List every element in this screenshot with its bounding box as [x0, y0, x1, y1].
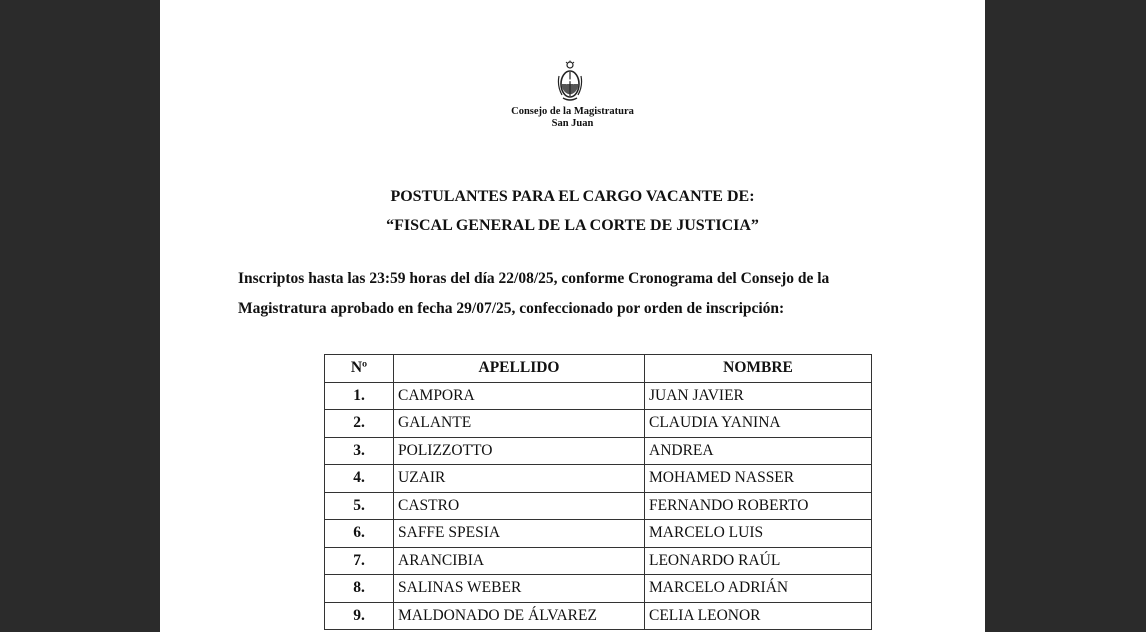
org-location: San Juan	[551, 118, 594, 129]
table-row	[325, 382, 872, 410]
org-name: Consejo de la Magistratura	[511, 106, 634, 117]
cell-number: 8.	[325, 575, 394, 603]
cell-surname: UZAIR	[394, 465, 645, 493]
cell-surname: CAMPORA	[394, 382, 645, 410]
table-row	[325, 465, 872, 493]
cell-name: CELIA LEONOR	[645, 602, 872, 630]
cell-name: MARCELO LUIS	[645, 520, 872, 548]
cell-number: 6.	[325, 520, 394, 548]
cell-name: MARCELO ADRIÁN	[645, 575, 872, 603]
cell-name: ANDREA	[645, 437, 872, 465]
column-header-name: NOMBRE	[645, 355, 872, 383]
intro-paragraph	[238, 264, 898, 324]
cell-name: CLAUDIA YANINA	[645, 410, 872, 438]
title-line-1: POSTULANTES PARA EL CARGO VACANTE DE:	[390, 188, 755, 205]
table-row	[325, 520, 872, 548]
table-row	[325, 492, 872, 520]
column-header-number: Nº	[325, 355, 394, 383]
document-title	[160, 182, 985, 240]
cell-surname: SALINAS WEBER	[394, 575, 645, 603]
table-header-row	[325, 355, 872, 383]
table-row	[325, 547, 872, 575]
cell-number: 9.	[325, 602, 394, 630]
cell-surname: CASTRO	[394, 492, 645, 520]
document-page	[160, 0, 985, 632]
table-row	[325, 437, 872, 465]
cell-number: 1.	[325, 382, 394, 410]
cell-surname: POLIZZOTTO	[394, 437, 645, 465]
cell-number: 2.	[325, 410, 394, 438]
cell-surname: SAFFE SPESIA	[394, 520, 645, 548]
organization-header	[160, 106, 985, 130]
cell-number: 7.	[325, 547, 394, 575]
cell-surname: GALANTE	[394, 410, 645, 438]
cell-name: MOHAMED NASSER	[645, 465, 872, 493]
table-row	[325, 410, 872, 438]
title-line-2: “FISCAL GENERAL DE LA CORTE DE JUSTICIA”	[386, 217, 759, 234]
intro-line-1: Inscriptos hasta las 23:59 horas del día 22/08/25, conforme Cronograma del Consejo de la	[238, 270, 830, 287]
cell-surname: ARANCIBIA	[394, 547, 645, 575]
cell-name: LEONARDO RAÚL	[645, 547, 872, 575]
table-row	[325, 602, 872, 630]
cell-surname: MALDONADO DE ÁLVAREZ	[394, 602, 645, 630]
intro-line-2: Magistratura aprobado en fecha 29/07/25, confeccionado por orden de inscripción:	[238, 300, 785, 317]
cell-number: 3.	[325, 437, 394, 465]
coat-of-arms-icon	[557, 60, 583, 102]
column-header-surname: APELLIDO	[394, 355, 645, 383]
cell-number: 4.	[325, 465, 394, 493]
cell-name: FERNANDO ROBERTO	[645, 492, 872, 520]
table-row	[325, 575, 872, 603]
applicants-table	[324, 354, 872, 630]
cell-name: JUAN JAVIER	[645, 382, 872, 410]
cell-number: 5.	[325, 492, 394, 520]
